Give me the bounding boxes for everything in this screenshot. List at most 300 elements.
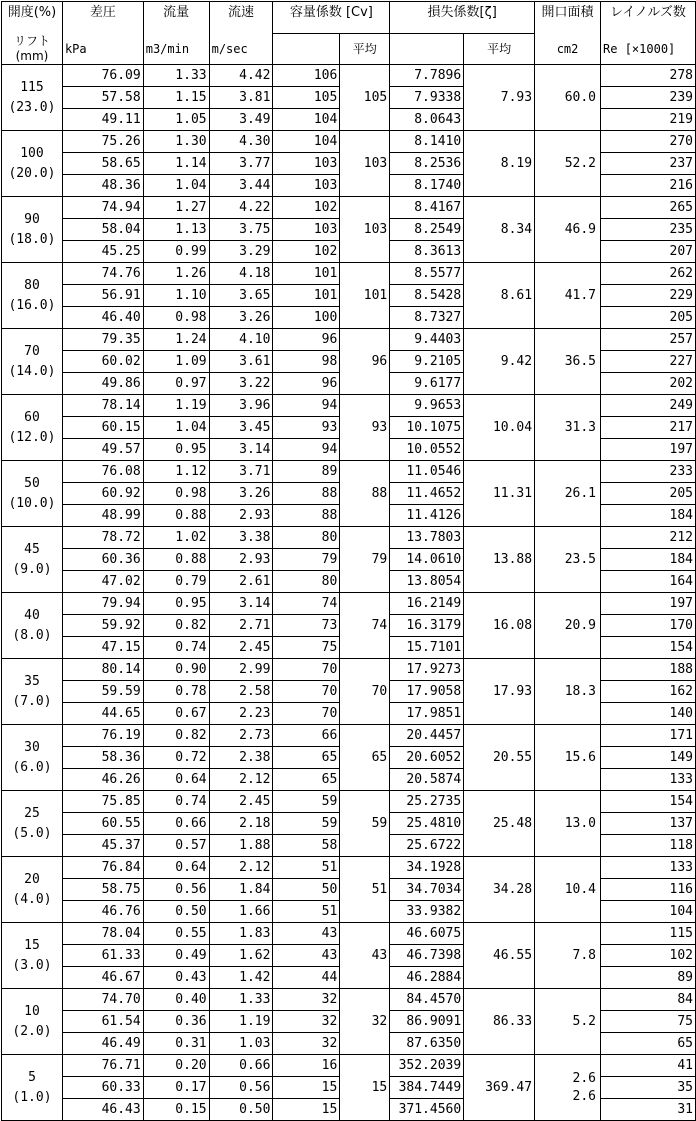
- diff-pressure-cell: 46.76: [62, 901, 143, 923]
- loss-coeff-cell: 8.1740: [390, 175, 464, 197]
- open-area-value: 41.7: [564, 287, 597, 303]
- loss-coeff-cell: 16.2149: [390, 593, 464, 615]
- velocity-cell: 3.22: [209, 373, 273, 395]
- loss-coeff-cell: 8.5577: [390, 263, 464, 285]
- flow-cell: 0.90: [143, 659, 209, 681]
- open-area-cell: [535, 527, 601, 593]
- cv-cell: 96: [273, 373, 340, 395]
- open-area-value: 26.1: [564, 485, 597, 501]
- loss-coeff-cell: 352.2039: [390, 1055, 464, 1077]
- diff-pressure-cell: 49.11: [62, 109, 143, 131]
- lift-value: (8.0): [12, 627, 52, 643]
- opening-value: 45: [24, 541, 40, 557]
- velocity-cell: 2.71: [209, 615, 273, 637]
- cv-cell: 88: [273, 505, 340, 527]
- diff-pressure-cell: 46.67: [62, 967, 143, 989]
- cv-cell: 70: [273, 703, 340, 725]
- cv-cell: 15: [273, 1077, 340, 1099]
- velocity-cell: 2.99: [209, 659, 273, 681]
- velocity-cell: 0.66: [209, 1055, 273, 1077]
- loss-coeff-average-cell: 16.08: [464, 593, 535, 659]
- velocity-cell: 0.50: [209, 1099, 273, 1121]
- velocity-cell: 4.42: [209, 65, 273, 87]
- diff-pressure-cell: 60.36: [62, 549, 143, 571]
- loss-coeff-cell: 7.7896: [390, 65, 464, 87]
- cv-cell: 70: [273, 681, 340, 703]
- loss-coeff-cell: 10.1075: [390, 417, 464, 439]
- reynolds-cell: 133: [601, 857, 696, 879]
- flow-cell: 0.31: [143, 1033, 209, 1055]
- cv-cell: 80: [273, 527, 340, 549]
- open-area-cell: [535, 65, 601, 131]
- loss-coeff-cell: 11.0546: [390, 461, 464, 483]
- loss-coeff-cell: 46.2884: [390, 967, 464, 989]
- velocity-cell: 1.66: [209, 901, 273, 923]
- opening-cell: [2, 395, 63, 461]
- open-area-cell: [535, 263, 601, 329]
- velocity-cell: 2.23: [209, 703, 273, 725]
- velocity-cell: 3.71: [209, 461, 273, 483]
- cv-cell: 80: [273, 571, 340, 593]
- flow-cell: 0.57: [143, 835, 209, 857]
- diff-pressure-cell: 80.14: [62, 659, 143, 681]
- cv-average-cell: 65: [340, 725, 390, 791]
- cv-cell: 106: [273, 65, 340, 87]
- flow-cell: 1.05: [143, 109, 209, 131]
- velocity-cell: 3.14: [209, 593, 273, 615]
- cv-cell: 74: [273, 593, 340, 615]
- open-area-value: 18.3: [564, 683, 597, 699]
- velocity-cell: 2.12: [209, 857, 273, 879]
- header-zeta-blank: [390, 34, 464, 65]
- flow-cell: 1.33: [143, 65, 209, 87]
- loss-coeff-average-cell: 34.28: [464, 857, 535, 923]
- opening-value: 15: [24, 937, 40, 953]
- open-area-value-2: 2.6: [572, 1088, 597, 1104]
- loss-coeff-cell: 25.4810: [390, 813, 464, 835]
- reynolds-cell: 207: [601, 241, 696, 263]
- flow-cell: 0.15: [143, 1099, 209, 1121]
- flow-cell: 0.72: [143, 747, 209, 769]
- cv-cell: 51: [273, 901, 340, 923]
- reynolds-cell: 188: [601, 659, 696, 681]
- open-area-value: 23.5: [564, 551, 597, 567]
- loss-coeff-cell: 9.4403: [390, 329, 464, 351]
- diff-pressure-cell: 59.59: [62, 681, 143, 703]
- open-area-cell: [535, 461, 601, 527]
- loss-coeff-cell: 11.4126: [390, 505, 464, 527]
- opening-cell: [2, 659, 63, 725]
- flow-cell: 0.74: [143, 637, 209, 659]
- diff-pressure-cell: 45.37: [62, 835, 143, 857]
- velocity-cell: 1.19: [209, 1011, 273, 1033]
- velocity-cell: 3.29: [209, 241, 273, 263]
- velocity-cell: 2.45: [209, 637, 273, 659]
- flow-cell: 1.13: [143, 219, 209, 241]
- table-row: [2, 1055, 696, 1077]
- open-area-value: 31.3: [564, 419, 597, 435]
- flow-cell: 0.40: [143, 989, 209, 1011]
- cv-average-cell: 103: [340, 197, 390, 263]
- header-cv-blank: [273, 34, 340, 65]
- cv-cell: 59: [273, 791, 340, 813]
- flow-cell: 0.95: [143, 439, 209, 461]
- cv-cell: 58: [273, 835, 340, 857]
- reynolds-cell: 154: [601, 791, 696, 813]
- table-row: [2, 461, 696, 483]
- diff-pressure-cell: 59.92: [62, 615, 143, 637]
- opening-value: 40: [24, 607, 40, 623]
- cv-average-cell: 51: [340, 857, 390, 923]
- diff-pressure-cell: 74.76: [62, 263, 143, 285]
- velocity-cell: 3.45: [209, 417, 273, 439]
- open-area-cell: [535, 725, 601, 791]
- cv-average-cell: 32: [340, 989, 390, 1055]
- open-area-value: 52.2: [564, 155, 597, 171]
- loss-coeff-average-cell: 8.61: [464, 263, 535, 329]
- loss-coeff-cell: 7.9338: [390, 87, 464, 109]
- cv-average-cell: 59: [340, 791, 390, 857]
- reynolds-cell: 65: [601, 1033, 696, 1055]
- flow-cell: 1.30: [143, 131, 209, 153]
- diff-pressure-cell: 49.57: [62, 439, 143, 461]
- opening-value: 10: [24, 1003, 40, 1019]
- velocity-cell: 3.77: [209, 153, 273, 175]
- cv-cell: 50: [273, 879, 340, 901]
- flow-cell: 0.78: [143, 681, 209, 703]
- diff-pressure-cell: 58.75: [62, 879, 143, 901]
- header-open-area: 開口面積: [535, 2, 601, 34]
- loss-coeff-cell: 34.1928: [390, 857, 464, 879]
- open-area-value: 7.8: [572, 947, 597, 963]
- flow-cell: 0.99: [143, 241, 209, 263]
- diff-pressure-cell: 60.33: [62, 1077, 143, 1099]
- loss-coeff-cell: 25.2735: [390, 791, 464, 813]
- cv-cell: 43: [273, 923, 340, 945]
- diff-pressure-cell: 61.33: [62, 945, 143, 967]
- opening-value: 35: [24, 673, 40, 689]
- loss-coeff-cell: 14.0610: [390, 549, 464, 571]
- reynolds-cell: 212: [601, 527, 696, 549]
- reynolds-cell: 140: [601, 703, 696, 725]
- diff-pressure-cell: 76.09: [62, 65, 143, 87]
- open-area-value: 13.0: [564, 815, 597, 831]
- velocity-cell: 3.81: [209, 87, 273, 109]
- velocity-cell: 3.44: [209, 175, 273, 197]
- diff-pressure-cell: 60.92: [62, 483, 143, 505]
- valve-data-table: [1, 1, 696, 1121]
- diff-pressure-cell: 58.65: [62, 153, 143, 175]
- diff-pressure-cell: 79.35: [62, 329, 143, 351]
- loss-coeff-cell: 20.6052: [390, 747, 464, 769]
- reynolds-cell: 257: [601, 329, 696, 351]
- diff-pressure-cell: 60.02: [62, 351, 143, 373]
- lift-value: (5.0): [12, 825, 52, 841]
- reynolds-cell: 84: [601, 989, 696, 1011]
- open-area-value: 5.2: [572, 1013, 597, 1029]
- cv-cell: 32: [273, 1011, 340, 1033]
- loss-coeff-cell: 13.7803: [390, 527, 464, 549]
- opening-value: 80: [24, 277, 40, 293]
- open-area-cell: [535, 923, 601, 989]
- diff-pressure-cell: 46.26: [62, 769, 143, 791]
- reynolds-cell: 265: [601, 197, 696, 219]
- flow-cell: 1.14: [143, 153, 209, 175]
- velocity-cell: 4.22: [209, 197, 273, 219]
- flow-cell: 0.64: [143, 857, 209, 879]
- opening-cell: [2, 527, 63, 593]
- velocity-cell: 3.96: [209, 395, 273, 417]
- header-lift: [2, 34, 63, 65]
- cv-average-cell: 43: [340, 923, 390, 989]
- table-row: [2, 65, 696, 87]
- loss-coeff-cell: 86.9091: [390, 1011, 464, 1033]
- diff-pressure-cell: 76.08: [62, 461, 143, 483]
- loss-coeff-cell: 8.3613: [390, 241, 464, 263]
- lift-value: (9.0): [12, 561, 52, 577]
- open-area-cell: [535, 1055, 601, 1121]
- flow-cell: 0.64: [143, 769, 209, 791]
- flow-cell: 0.66: [143, 813, 209, 835]
- flow-cell: 0.67: [143, 703, 209, 725]
- velocity-cell: 2.45: [209, 791, 273, 813]
- opening-cell: [2, 989, 63, 1055]
- loss-coeff-cell: 46.7398: [390, 945, 464, 967]
- loss-coeff-average-cell: 46.55: [464, 923, 535, 989]
- loss-coeff-average-cell: 9.42: [464, 329, 535, 395]
- reynolds-cell: 184: [601, 505, 696, 527]
- opening-value: 100: [20, 145, 44, 161]
- header-dp-unit: kPa: [62, 34, 143, 65]
- reynolds-cell: 197: [601, 439, 696, 461]
- table-row: [2, 923, 696, 945]
- diff-pressure-cell: 48.36: [62, 175, 143, 197]
- reynolds-cell: 162: [601, 681, 696, 703]
- opening-cell: [2, 725, 63, 791]
- reynolds-cell: 104: [601, 901, 696, 923]
- cv-cell: 88: [273, 483, 340, 505]
- table-row: [2, 989, 696, 1011]
- flow-cell: 0.82: [143, 615, 209, 637]
- flow-cell: 0.43: [143, 967, 209, 989]
- loss-coeff-cell: 9.2105: [390, 351, 464, 373]
- diff-pressure-cell: 49.86: [62, 373, 143, 395]
- velocity-cell: 3.26: [209, 483, 273, 505]
- opening-cell: [2, 593, 63, 659]
- opening-value: 115: [20, 79, 44, 95]
- diff-pressure-cell: 48.99: [62, 505, 143, 527]
- reynolds-cell: 233: [601, 461, 696, 483]
- loss-coeff-cell: 8.2549: [390, 219, 464, 241]
- flow-cell: 0.97: [143, 373, 209, 395]
- cv-average-cell: 74: [340, 593, 390, 659]
- loss-coeff-cell: 371.4560: [390, 1099, 464, 1121]
- cv-cell: 51: [273, 857, 340, 879]
- flow-cell: 0.55: [143, 923, 209, 945]
- table-row: [2, 263, 696, 285]
- flow-cell: 0.95: [143, 593, 209, 615]
- flow-cell: 1.04: [143, 175, 209, 197]
- velocity-cell: 2.93: [209, 505, 273, 527]
- table-row: [2, 395, 696, 417]
- cv-average-cell: 93: [340, 395, 390, 461]
- velocity-cell: 1.03: [209, 1033, 273, 1055]
- loss-coeff-cell: 10.0552: [390, 439, 464, 461]
- cv-average-cell: 79: [340, 527, 390, 593]
- diff-pressure-cell: 75.85: [62, 791, 143, 813]
- velocity-cell: 1.33: [209, 989, 273, 1011]
- velocity-cell: 3.65: [209, 285, 273, 307]
- loss-coeff-average-cell: 8.19: [464, 131, 535, 197]
- loss-coeff-cell: 384.7449: [390, 1077, 464, 1099]
- opening-cell: [2, 461, 63, 527]
- header-velocity: 流速: [209, 2, 273, 34]
- loss-coeff-cell: 8.1410: [390, 131, 464, 153]
- diff-pressure-cell: 46.40: [62, 307, 143, 329]
- header-vel-unit: m/sec: [209, 34, 273, 65]
- cv-cell: 101: [273, 285, 340, 307]
- open-area-cell: [535, 857, 601, 923]
- open-area-value: 60.0: [564, 89, 597, 105]
- flow-cell: 1.19: [143, 395, 209, 417]
- velocity-cell: 3.14: [209, 439, 273, 461]
- diff-pressure-cell: 56.91: [62, 285, 143, 307]
- loss-coeff-average-cell: 25.48: [464, 791, 535, 857]
- diff-pressure-cell: 57.58: [62, 87, 143, 109]
- header-lift-unit: (mm): [15, 48, 49, 63]
- header-loss-coeff: 損失係数[ζ]: [390, 2, 535, 34]
- reynolds-cell: 115: [601, 923, 696, 945]
- header-flow: 流量: [143, 2, 209, 34]
- lift-value: (7.0): [12, 693, 52, 709]
- reynolds-cell: 219: [601, 109, 696, 131]
- open-area-cell: [535, 593, 601, 659]
- table-row: [2, 857, 696, 879]
- open-area-value: 36.5: [564, 353, 597, 369]
- diff-pressure-cell: 45.25: [62, 241, 143, 263]
- velocity-cell: 1.88: [209, 835, 273, 857]
- flow-cell: 0.98: [143, 307, 209, 329]
- header-cv: 容量係数 [Cv]: [273, 2, 390, 34]
- header-lift-label: リフト: [13, 33, 50, 48]
- table-row: [2, 131, 696, 153]
- velocity-cell: 1.84: [209, 879, 273, 901]
- loss-coeff-cell: 15.7101: [390, 637, 464, 659]
- cv-cell: 32: [273, 989, 340, 1011]
- header-cv-avg: 平均: [340, 34, 390, 65]
- reynolds-cell: 216: [601, 175, 696, 197]
- cv-cell: 16: [273, 1055, 340, 1077]
- open-area-value: 15.6: [564, 749, 597, 765]
- diff-pressure-cell: 76.84: [62, 857, 143, 879]
- loss-coeff-cell: 9.9653: [390, 395, 464, 417]
- flow-cell: 1.15: [143, 87, 209, 109]
- opening-value: 50: [24, 475, 40, 491]
- velocity-cell: 2.12: [209, 769, 273, 791]
- flow-cell: 1.12: [143, 461, 209, 483]
- table-row: [2, 725, 696, 747]
- velocity-cell: 0.56: [209, 1077, 273, 1099]
- opening-cell: [2, 791, 63, 857]
- opening-value: 5: [28, 1069, 36, 1085]
- open-area-value: 2.6: [572, 1070, 597, 1086]
- opening-cell: [2, 923, 63, 989]
- loss-coeff-cell: 8.4167: [390, 197, 464, 219]
- loss-coeff-cell: 87.6350: [390, 1033, 464, 1055]
- cv-cell: 102: [273, 241, 340, 263]
- velocity-cell: 3.38: [209, 527, 273, 549]
- loss-coeff-cell: 25.6722: [390, 835, 464, 857]
- lift-value: (3.0): [12, 957, 52, 973]
- cv-cell: 43: [273, 945, 340, 967]
- lift-value: (4.0): [12, 891, 52, 907]
- flow-cell: 0.98: [143, 483, 209, 505]
- loss-coeff-cell: 84.4570: [390, 989, 464, 1011]
- cv-cell: 103: [273, 219, 340, 241]
- cv-average-cell: 96: [340, 329, 390, 395]
- cv-cell: 66: [273, 725, 340, 747]
- reynolds-cell: 217: [601, 417, 696, 439]
- opening-cell: [2, 131, 63, 197]
- cv-cell: 102: [273, 197, 340, 219]
- cv-cell: 94: [273, 395, 340, 417]
- loss-coeff-average-cell: 8.34: [464, 197, 535, 263]
- reynolds-cell: 154: [601, 637, 696, 659]
- opening-value: 20: [24, 871, 40, 887]
- reynolds-cell: 35: [601, 1077, 696, 1099]
- cv-cell: 100: [273, 307, 340, 329]
- reynolds-cell: 239: [601, 87, 696, 109]
- header-reynolds: レイノルズ数: [601, 2, 696, 34]
- header-diff-pressure: 差圧: [62, 2, 143, 34]
- loss-coeff-cell: 8.2536: [390, 153, 464, 175]
- velocity-cell: 2.61: [209, 571, 273, 593]
- opening-cell: [2, 263, 63, 329]
- loss-coeff-average-cell: 20.55: [464, 725, 535, 791]
- reynolds-cell: 31: [601, 1099, 696, 1121]
- velocity-cell: 2.38: [209, 747, 273, 769]
- diff-pressure-cell: 78.04: [62, 923, 143, 945]
- cv-average-cell: 105: [340, 65, 390, 131]
- header-row-units: [2, 34, 696, 65]
- cv-cell: 73: [273, 615, 340, 637]
- flow-cell: 0.17: [143, 1077, 209, 1099]
- loss-coeff-cell: 13.8054: [390, 571, 464, 593]
- reynolds-cell: 41: [601, 1055, 696, 1077]
- cv-cell: 59: [273, 813, 340, 835]
- cv-cell: 104: [273, 131, 340, 153]
- velocity-cell: 3.61: [209, 351, 273, 373]
- lift-value: (16.0): [8, 297, 56, 313]
- reynolds-cell: 205: [601, 307, 696, 329]
- reynolds-cell: 262: [601, 263, 696, 285]
- loss-coeff-average-cell: 11.31: [464, 461, 535, 527]
- cv-cell: 101: [273, 263, 340, 285]
- flow-cell: 0.88: [143, 549, 209, 571]
- lift-value: (10.0): [8, 495, 56, 511]
- loss-coeff-average-cell: 369.47: [464, 1055, 535, 1121]
- reynolds-cell: 170: [601, 615, 696, 637]
- cv-cell: 93: [273, 417, 340, 439]
- diff-pressure-cell: 46.49: [62, 1033, 143, 1055]
- cv-average-cell: 88: [340, 461, 390, 527]
- lift-value: (18.0): [8, 231, 56, 247]
- flow-cell: 0.79: [143, 571, 209, 593]
- reynolds-cell: 118: [601, 835, 696, 857]
- velocity-cell: 1.62: [209, 945, 273, 967]
- flow-cell: 0.74: [143, 791, 209, 813]
- cv-cell: 65: [273, 769, 340, 791]
